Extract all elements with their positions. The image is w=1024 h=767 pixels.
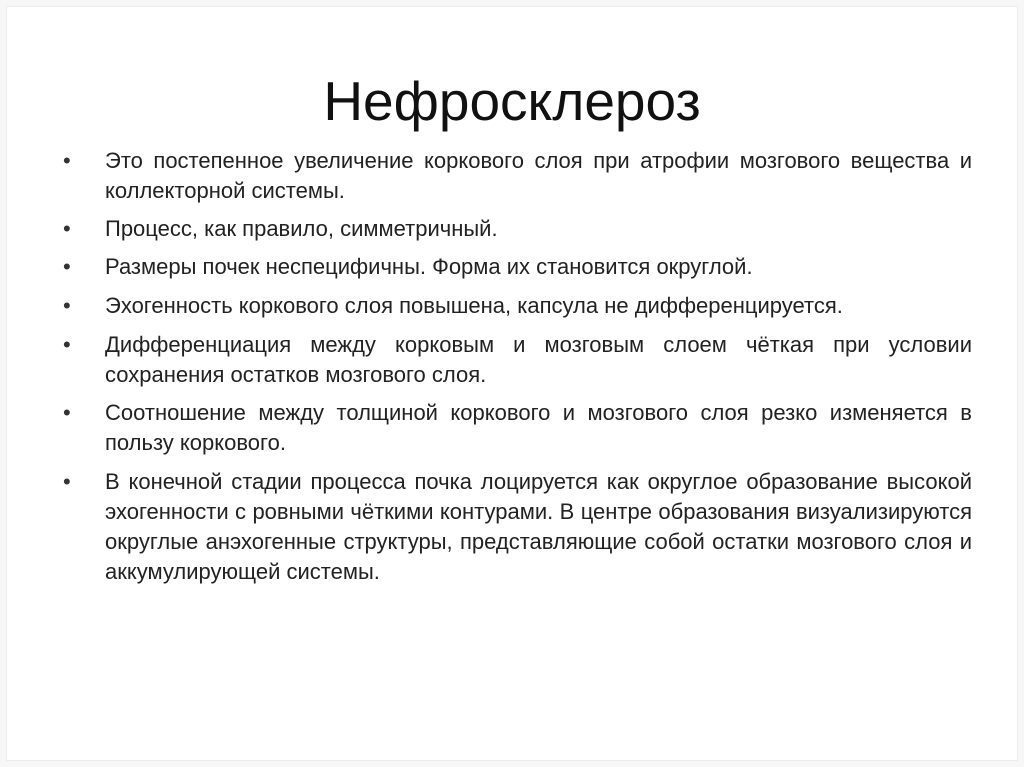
bullet-item bbox=[60, 467, 972, 587]
bullet-text: Эхогенность коркового слоя повышена, капсула не дифференцируется. bbox=[105, 293, 843, 318]
bullet-text: Размеры почек неспецифичны. Форма их становится округлой. bbox=[105, 254, 753, 279]
bullet-item bbox=[60, 330, 972, 390]
bullet-text: Это постепенное увеличение коркового слоя при атрофии мозгового вещества и коллекторной системы. bbox=[105, 148, 972, 203]
bullet-text: В конечной стадии процесса почка лоцируется как округлое образование высокой эхогенности с ровными чёткими контурами. В центре образования визуализируются округлые анэхогенные структуры, представляющие собой остатки мозгового слоя и аккумулирующей системы. bbox=[105, 469, 972, 584]
bullet-marker: • bbox=[63, 148, 71, 173]
bullet-text: Процесс, как правило, симметричный. bbox=[105, 216, 498, 241]
bullet-marker: • bbox=[63, 216, 71, 241]
bullet-item bbox=[60, 252, 972, 282]
bullet-marker: • bbox=[63, 332, 71, 357]
slide-title: Нефросклероз bbox=[323, 70, 701, 132]
bullet-marker: • bbox=[63, 469, 71, 494]
bullet-item bbox=[60, 146, 972, 206]
bullet-text: Дифференциация между корковым и мозговым слоем чёткая при условии сохранения остатков мозгового слоя. bbox=[105, 332, 972, 387]
bullet-item bbox=[60, 398, 972, 458]
bullet-item bbox=[60, 214, 972, 244]
bullet-list bbox=[60, 146, 972, 595]
slide bbox=[6, 6, 1018, 761]
bullet-marker: • bbox=[63, 400, 71, 425]
bullet-item bbox=[60, 291, 972, 321]
bullet-marker: • bbox=[63, 293, 71, 318]
bullet-text: Соотношение между толщиной коркового и мозгового слоя резко изменяется в пользу коркового. bbox=[105, 400, 972, 455]
bullet-marker: • bbox=[63, 254, 71, 279]
